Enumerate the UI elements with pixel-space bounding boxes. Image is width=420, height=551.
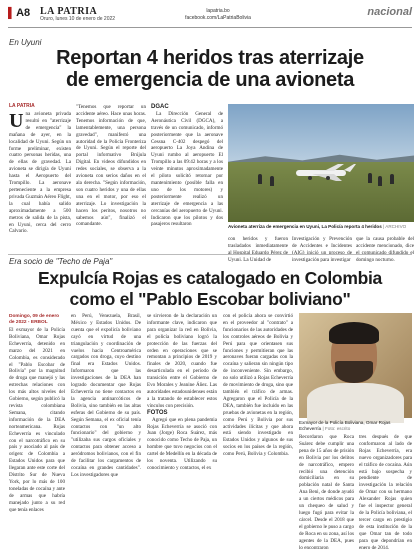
website-link[interactable]: lapatria.bo bbox=[206, 8, 230, 14]
plane-icon bbox=[288, 162, 358, 182]
story-divider bbox=[8, 254, 412, 255]
story2-column-3: se sirvieron de la declaración un informante clave, indicaron que para organizar la red en Bolivia, el policía boliviano logró la protección de las fuerzas del orden en operaciones que se remontan a principios de 2019 y finales de 2020, cuando fue desarticulada en el período de transición entre el Gobierno de Evo Morales y Jeanine Áñez. Las autoridades estadounidenses están a la tratando de establecer estos vínculos con precisión. FOTOS Agregó que en plena pandemia Rojas Echeverría se asoció con Juan (Jorge) Roca Suárez, más conocido como Techo de Paja, un hombre que tuvo negocios con el cartel de Medellín en la década de los noventa. Utilizando su conocimiento y contactos, el ex bbox=[147, 313, 217, 471]
story1-byline: LA PATRIA bbox=[9, 103, 35, 109]
masthead-brand: LA PATRIA bbox=[40, 6, 98, 17]
story1-column-5: Investigación y Prevención de Accidentes e Incidentes (AIG) inició un proceso de investigación para investigar bbox=[292, 236, 352, 263]
portrait-photo bbox=[299, 313, 412, 418]
story2-column-2: en Perú, Venezuela, Brasil, México y Estados Unidos. De cuenta que el expolicía boliviano cayó en virtud de una triangulación y coordinación de vuelos hacia Centroamérica cargados con droga, cuyo destino final era Estados Unidos. Informaron que las investigaciones de la DEA han logrado documentar que Rojas Echeverría no tiene contactos en la agencia antinarcóticos de Bolivia, sino también en las altas esferas del Gobierno de su país. Según Semana, el ex oficial tenía contactos con "un alto funcionario" del gobierno y "utilizaba sus cargos oficiales y contactos para obtener acceso a aeródromos bolivianos, con el fin de facilitar los cargamentos de cocaína en grandes cantidades". Los investigadores que bbox=[71, 313, 141, 478]
dropcap: U bbox=[9, 110, 24, 132]
facebook-link[interactable]: facebook.com/LaPatriaBolivia bbox=[185, 15, 251, 21]
person-figure bbox=[270, 176, 274, 186]
plane-photo-caption: Avioneta aterriza de emergencia en Uyuni, La Policía reporta 4 heridos | ARCHIVO bbox=[228, 224, 407, 229]
person-figure bbox=[368, 173, 372, 183]
person-figure bbox=[390, 174, 394, 184]
story2-column-6: tres después de que conformaron al lado de Rojas Echeverría, era nuevo organizadores para el tráfico de cocaína. Aún está bajo sospecha y pendiente de investigación la relación de Omar con su hermano Alexander Rojas quien fue el inspector general de la Policía boliviana, el tercer cargo en prestigio de esta institución de la que Omar tan de todo para que depondrían en enero de 2014. bbox=[359, 434, 412, 551]
person-figure bbox=[258, 174, 262, 184]
page-marker-icon: ▌ bbox=[8, 8, 16, 19]
story1-column-6: que la causa probable del accidente mencionado, dice el comunicado difundido el domingo nocturno. bbox=[356, 236, 414, 263]
story2-kicker: Era socio de "Techo de Paja" bbox=[9, 257, 113, 266]
story2-column-1: El exmayor de la Policía Boliviana, Omar Rojas Echeverría, detenido en marzo del 2021 en Colombia, es considerado el "Pablo Escobar de Bolivia" por la magnitud de droga que manejó y las estrechas relaciones con los más altos niveles del Gobierno, según publicó la revista colombiana Semana, citando información de la DEA norteamericana. Rojas Echeverría es vinculado con el narcotráfico en su país y asociado al país de origen: de Colombia a Estados Unidos para que llegaran ante este corte del Distrito Sur de Nueva York, por lo más de 100 toneladas de cocaína y ante de armas que habría manejado junto a su red que tenía enlaces bbox=[9, 327, 65, 513]
story2-column-4: con el policía ahora se convirtió en el proveedor al "contrato" a funcionarios de las autoridades de los controles aéreos de Bolivia y Perú para que orientasen sus funciones y permitieran que las aeronaves fueran cargadas con la cocaína y salieran sin ningún tipo de inconveniente. Sin embargo, no solo utilizó a Rojas Echeverría de movimiento de droga, sino que también el tráfico de armas. Agregaron que el Policía de la DEA, también fue incluido en las pruebas de avionetas en la región, como Perú y Bolivia por sus actividades ilícitas y que ahora está siendo investigado en Estados Unidos y algunos de sus socios en los países de la región, como Perú, Bolivia y Colombia. bbox=[223, 313, 293, 458]
portrait-caption: Exmayor de la Policía Boliviana, Omar Rojas Echeverría | Foto: escrito bbox=[299, 420, 391, 431]
story1-column-4: con heridos y fueron trasladados inmediatamente al Hospital Eduardo Pérez de Uyuni. La Unidad de bbox=[228, 236, 288, 263]
plane-crash-photo bbox=[228, 104, 414, 222]
page-number: ▌A8 bbox=[8, 7, 31, 19]
story1-kicker: En Uyuni bbox=[9, 38, 42, 47]
story1-column-3: DGAC La Dirección General de Aeronáutica Civil (DGCA), a través de un comunicado, informó posteriormente que la aeronave Cessna C-402 despegó del aeropuerto La Joya Andina de Uyuni rumbo al aeropuerto El Trompillo a las 09:42 horas y a los veinte minutos aproximadamente el piloto solicitó retornar por mantenimiento (posible falla en uno de los motores) y posteriormente realizó un aterrizaje de emergencia a las cercanías del aeropuerto de Uyuni. Indicaron que los pilotos y dos pasajeros resultaron bbox=[151, 104, 223, 228]
story2-column-5: Recordaron que Roca Suárez debe cumplir una pena de 15 años de prisión en Bolivia por los delitos de narcotráfico, empero recibió una detención domiciliaria en su población natal de Santa Ana Beni, de donde ayudó a un ciertos médicos para un chequeo de salud y luego fugó para evitar la cárcel. Desde el 2018 que el gobierno le puso a cargo de Roca en su zona, así los agentes de la DEA, pues lo encontraron bbox=[299, 434, 354, 551]
portrait-shirt bbox=[307, 383, 404, 423]
portrait-beard bbox=[335, 361, 373, 383]
dateline: Oruro, lunes 10 de enero de 2022 bbox=[40, 16, 116, 22]
social-links bbox=[158, 8, 278, 22]
story2-subhead: FOTOS bbox=[147, 409, 168, 416]
section-label: nacional bbox=[367, 6, 412, 18]
photo-sky bbox=[228, 104, 414, 162]
story2-headline: Expulcía Rojas es catalogado en Colombia como el "Pablo Escobar boliviano" bbox=[38, 268, 382, 309]
story1-subhead: DGAC bbox=[151, 104, 169, 110]
page-header bbox=[8, 7, 412, 28]
story1-column-2: "Tenemos que reportar un accidente aéreo. Hace unas horas. Tenemos información de que, lamentablemente, una persona gravedad", manifestó una autoridad de la Policía Fronteriza de Uyuni. Según el reporte del portal informativo Brújula Digital. En videos difundidos en redes sociales, se observa a la avioneta con serios daños en el ala derecha. "Según información, son cuatro heridos y una de ellas una en el motor, por eso el aterrizaje. Lo investigación la hacen los peritos, nosotros no sabemos aún", finalizó el comandante. bbox=[76, 104, 146, 228]
story1-headline: Reportan 4 heridos tras aterrizaje de emergencia de una avioneta bbox=[56, 47, 364, 91]
story1-column-1: Una avioneta privada resultó en "aterrizaje de emergencia" la mañana de ayer, en la localidad de Uyuni. Según un forme preliminar, existen cuatro personas heridas, una de ellas de gravedad. La avioneta se dirigía de Uyuni hasta el Aeropuerto del Trompillo. La aeronave perteneciente a la empresa privada Guzmán Aéreo Flight, la cual había salido aproximadamente a 500 metros de salida de la pista, en Uyuni, cerca del cerro Calvario. bbox=[9, 110, 71, 235]
person-figure bbox=[378, 176, 382, 186]
story2-dateline: Domingo, 09 de enero de 2022 - ERBOL bbox=[9, 314, 60, 325]
portrait-hair bbox=[329, 322, 379, 344]
